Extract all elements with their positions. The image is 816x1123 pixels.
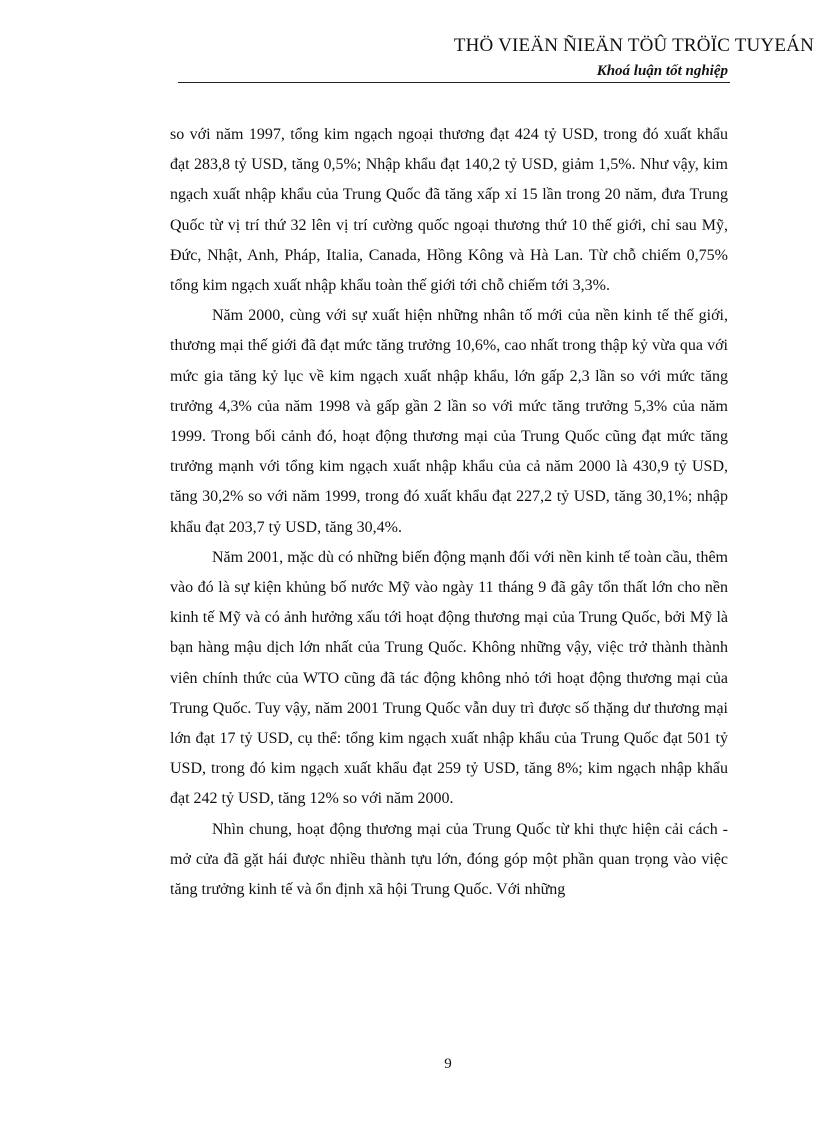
document-body	[170, 120, 728, 905]
paragraph-summary: Nhìn chung, hoạt động thương mại của Trung Quốc từ khi thực hiện cải cách - mở cửa đã gặt hái được nhiều thành tựu lớn, đóng góp một phần quan trọng vào việc tăng trưởng kinh tế và ổn định xã hội Trung Quốc. Với những	[170, 820, 728, 899]
page-header	[176, 34, 816, 80]
paragraph-2000: Năm 2000, cùng với sự xuất hiện những nhân tố mới của nền kinh tế thế giới, thương mại thế giới đã đạt mức tăng trưởng 10,6%, cao nhất trong thập kỷ vừa qua với mức gia tăng kỷ lục về kim ngạch xuất nhập khẩu, lớn gấp 2,3 lần so với mức tăng trưởng 4,3% của năm 1998 và gấp gần 2 lần so với mức tăng trưởng 5,3% của năm 1999. Trong bối cảnh đó, hoạt động thương mại của Trung Quốc cũng đạt mức tăng trưởng mạnh với tổng kim ngạch xuất nhập khẩu của cả năm 2000 là 430,9 tỷ USD, tăng 30,2% so với năm 1999, trong đó xuất khẩu đạt 227,2 tỷ USD, tăng 30,1%; nhập khẩu đạt 203,7 tỷ USD, tăng 30,4%.	[170, 307, 728, 536]
paragraph-2001: Năm 2001, mặc dù có những biến động mạnh đối với nền kinh tế toàn cầu, thêm vào đó là sự kiện khủng bố nước Mỹ vào ngày 11 tháng 9 đã gây tổn thất lớn cho nền kinh tế Mỹ và có ảnh hưởng xấu tới hoạt động thương mại của Trung Quốc, bởi Mỹ là bạn hàng mậu dịch lớn nhất của Trung Quốc. Không những vậy, việc trở thành thành viên chính thức của WTO cũng đã tác động không nhỏ tới hoạt động thương mại của Trung Quốc. Tuy vậy, năm 2001 Trung Quốc vẫn duy trì được số thặng dư thương mại lớn đạt 17 tỷ USD, cụ thể: tổng kim ngạch xuất nhập khẩu của Trung Quốc đạt 501 tỷ USD, trong đó kim ngạch xuất khẩu đạt 259 tỷ USD, tăng 8%; kim ngạch nhập khẩu đạt 242 tỷ USD, tăng 12% so với năm 2000.	[170, 548, 728, 808]
header-divider	[178, 82, 730, 83]
header-title: THÖ VIEÄN ÑIEÄN TÖÛ TRÖÏC TUYEÁN	[453, 35, 814, 56]
page-number: 9	[444, 1056, 452, 1072]
paragraph-continuation: so với năm 1997, tổng kim ngạch ngoại thương đạt 424 tỷ USD, trong đó xuất khẩu đạt 283,8 tỷ USD, tăng 0,5%; Nhập khẩu đạt 140,2 tỷ USD, giảm 1,5%. Như vậy, kim ngạch xuất nhập khẩu của Trung Quốc đã tăng xấp xỉ 15 lần trong 20 năm, đưa Trung Quốc từ vị trí thứ 32 lên vị trí cường quốc ngoại thương thứ 10 thế giới, chỉ sau Mỹ, Đức, Nhật, Anh, Pháp, Italia, Canada, Hồng Kông và Hà Lan. Từ chỗ chiếm 0,75% tổng kim ngạch xuất nhập khẩu toàn thế giới tới chỗ chiếm tới 3,3%.	[170, 126, 728, 295]
header-subtitle: Khoá luận tốt nghiệp	[596, 63, 728, 79]
